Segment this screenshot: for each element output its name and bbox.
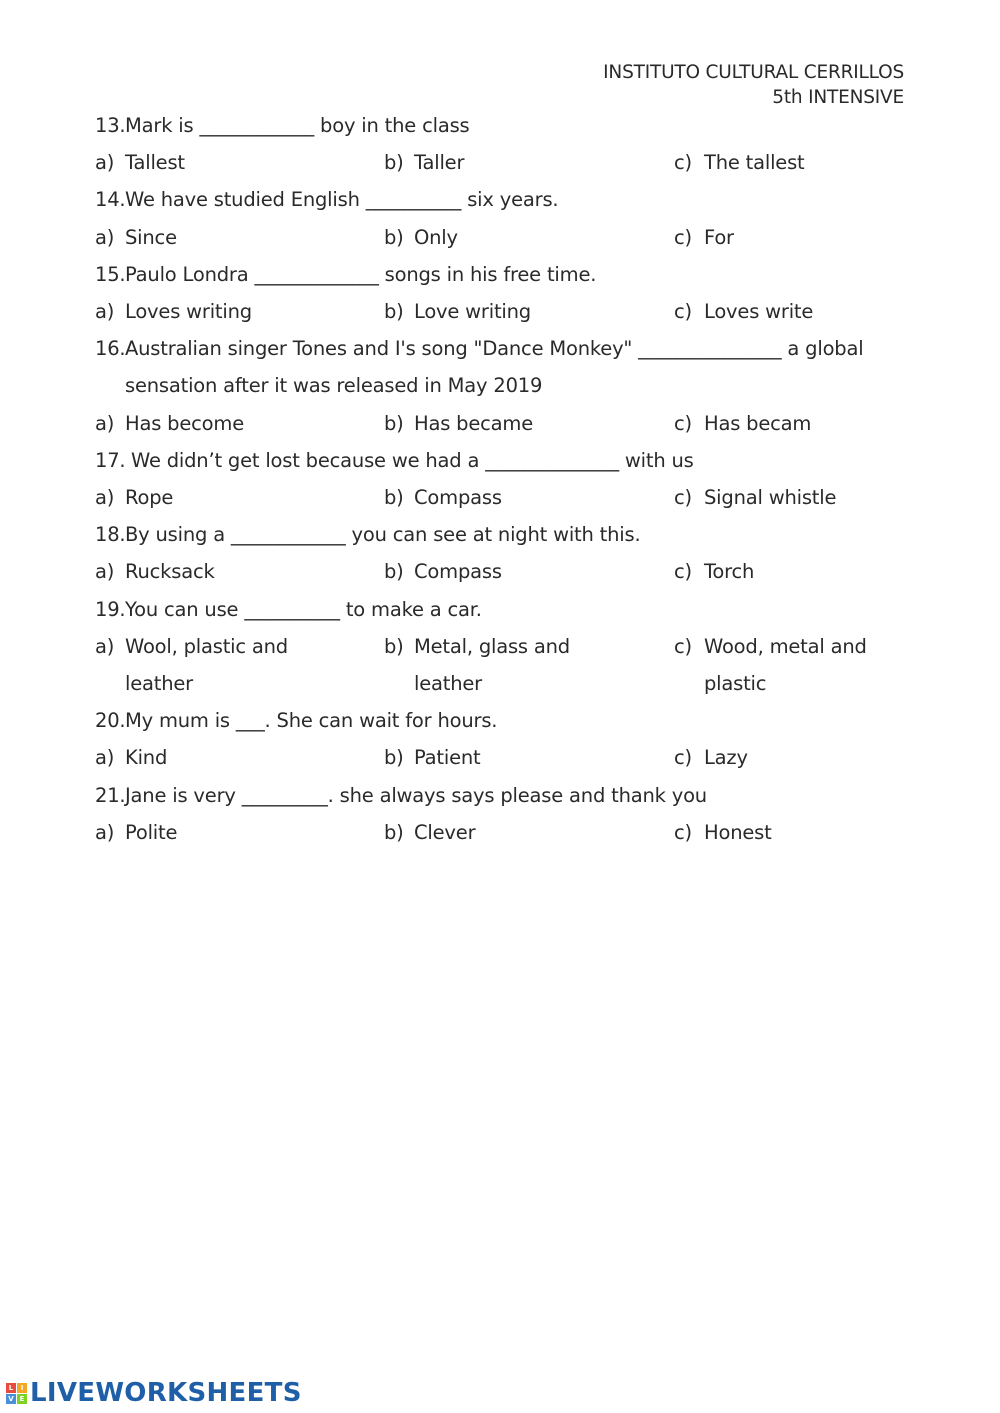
option-letter: a) xyxy=(95,746,115,770)
question-13 xyxy=(95,107,915,144)
option-text: Love writing xyxy=(414,299,531,323)
option-17-b[interactable] xyxy=(384,479,644,516)
option-text: Only xyxy=(414,225,458,249)
option-text: Rope xyxy=(125,485,174,509)
option-13-c[interactable] xyxy=(674,144,914,181)
option-text: Polite xyxy=(125,820,178,844)
option-21-c[interactable] xyxy=(674,814,914,851)
options-13 xyxy=(95,144,915,181)
question-number: 17. xyxy=(95,448,126,472)
question-text: Mark is ____________ boy in the class xyxy=(125,114,470,137)
option-13-a[interactable] xyxy=(95,144,355,181)
option-text: Loves write xyxy=(704,299,814,323)
option-letter: c) xyxy=(674,820,692,844)
option-20-a[interactable] xyxy=(95,739,355,776)
question-text: Paulo Londra _____________ songs in his free time. xyxy=(125,262,597,286)
option-18-a[interactable] xyxy=(95,553,355,590)
question-20 xyxy=(95,702,915,739)
option-letter: a) xyxy=(95,560,115,584)
options-18 xyxy=(95,553,915,590)
options-17 xyxy=(95,479,915,516)
option-text: Has become xyxy=(125,411,244,435)
option-letter: b) xyxy=(384,151,404,175)
logo-block: L xyxy=(6,1383,16,1393)
option-text: Signal whistle xyxy=(704,485,837,509)
options-15 xyxy=(95,293,915,330)
option-16-c[interactable] xyxy=(674,405,914,442)
question-18 xyxy=(95,516,915,553)
header xyxy=(603,60,904,110)
option-text: Loves writing xyxy=(125,299,252,323)
option-text: Wool, plastic and leather xyxy=(125,634,288,695)
option-letter: a) xyxy=(95,411,115,435)
option-19-c[interactable] xyxy=(674,628,894,702)
course-name: 5th INTENSIVE xyxy=(772,87,904,108)
option-13-b[interactable] xyxy=(384,144,644,181)
option-letter: a) xyxy=(95,820,115,844)
option-letter: b) xyxy=(384,634,404,658)
option-text: For xyxy=(704,225,734,249)
question-17 xyxy=(95,442,915,479)
option-letter: b) xyxy=(384,411,404,435)
option-letter: a) xyxy=(95,225,115,249)
option-18-b[interactable] xyxy=(384,553,644,590)
logo-text: LIVEWORKSHEETS xyxy=(30,1378,302,1408)
option-text: Metal, glass and leather xyxy=(414,634,570,695)
option-text: Patient xyxy=(414,746,481,770)
option-letter: a) xyxy=(95,485,115,509)
option-letter: a) xyxy=(95,299,115,323)
option-19-a[interactable] xyxy=(95,628,315,702)
question-text: By using a ____________ you can see at night with this. xyxy=(125,523,641,547)
school-name: INSTITUTO CULTURAL CERRILLOS xyxy=(603,62,904,83)
option-text: Rucksack xyxy=(125,560,215,584)
option-letter: b) xyxy=(384,299,404,323)
options-20 xyxy=(95,739,915,776)
question-21 xyxy=(95,777,915,814)
question-number: 16. xyxy=(95,337,126,361)
logo-block: I xyxy=(17,1383,27,1393)
option-text: Taller xyxy=(414,151,465,175)
option-17-c[interactable] xyxy=(674,479,914,516)
option-text: Torch xyxy=(704,560,755,584)
question-text: My mum is ___. She can wait for hours. xyxy=(125,709,498,733)
option-text: Compass xyxy=(414,485,502,509)
logo-block: E xyxy=(17,1394,27,1404)
question-text: Australian singer Tones and I's song "Dance Monkey" _______________ a global sensation after it was released in May 2019 xyxy=(125,337,870,398)
option-letter: c) xyxy=(674,485,692,509)
option-text: Tallest xyxy=(125,151,185,175)
question-16 xyxy=(95,330,915,404)
option-letter: c) xyxy=(674,411,692,435)
option-text: Has becam xyxy=(704,411,812,435)
logo-block: V xyxy=(6,1394,16,1404)
options-21 xyxy=(95,814,915,851)
option-text: The tallest xyxy=(704,151,805,175)
option-text: Wood, metal and plastic xyxy=(704,634,867,695)
option-letter: a) xyxy=(95,634,115,658)
option-21-b[interactable] xyxy=(384,814,644,851)
option-text: Lazy xyxy=(704,746,748,770)
question-text: We didn’t get lost because we had a ______________ with us xyxy=(125,448,694,472)
option-text: Clever xyxy=(414,820,476,844)
option-14-c[interactable] xyxy=(674,219,914,256)
option-letter: b) xyxy=(384,560,404,584)
option-text: Compass xyxy=(414,560,502,584)
logo-blocks-icon xyxy=(6,1383,27,1404)
option-letter: c) xyxy=(674,151,692,175)
option-17-a[interactable] xyxy=(95,479,355,516)
option-19-b[interactable] xyxy=(384,628,604,702)
option-16-b[interactable] xyxy=(384,405,644,442)
options-16 xyxy=(95,405,915,442)
question-15 xyxy=(95,256,915,293)
question-number: 15. xyxy=(95,262,126,286)
option-letter: b) xyxy=(384,746,404,770)
question-number: 18. xyxy=(95,523,126,547)
question-number: 21. xyxy=(95,783,126,807)
option-20-b[interactable] xyxy=(384,739,644,776)
option-letter: b) xyxy=(384,820,404,844)
option-text: Has became xyxy=(414,411,534,435)
question-number: 13. xyxy=(95,114,126,137)
question-text: Jane is very _________. she always says please and thank you xyxy=(125,783,707,807)
option-15-c[interactable] xyxy=(674,293,914,330)
option-text: Since xyxy=(125,225,177,249)
option-letter: c) xyxy=(674,225,692,249)
option-letter: c) xyxy=(674,560,692,584)
option-letter: c) xyxy=(674,746,692,770)
option-21-a[interactable] xyxy=(95,814,355,851)
option-18-c[interactable] xyxy=(674,553,914,590)
quiz xyxy=(95,107,915,851)
question-19 xyxy=(95,591,915,628)
option-text: Kind xyxy=(125,746,168,770)
option-letter: b) xyxy=(384,225,404,249)
options-14 xyxy=(95,219,915,256)
option-letter: b) xyxy=(384,485,404,509)
option-16-a[interactable] xyxy=(95,405,355,442)
option-letter: c) xyxy=(674,299,692,323)
question-text: You can use __________ to make a car. xyxy=(125,597,482,621)
option-20-c[interactable] xyxy=(674,739,914,776)
liveworksheets-logo xyxy=(6,1379,302,1407)
option-15-a[interactable] xyxy=(95,293,355,330)
option-15-b[interactable] xyxy=(384,293,644,330)
option-14-b[interactable] xyxy=(384,219,644,256)
question-14 xyxy=(95,181,915,218)
question-number: 20. xyxy=(95,709,126,733)
option-letter: a) xyxy=(95,151,115,175)
option-14-a[interactable] xyxy=(95,219,355,256)
option-text: Honest xyxy=(704,820,772,844)
question-number: 19. xyxy=(95,597,126,621)
option-letter: c) xyxy=(674,634,692,658)
options-19 xyxy=(95,628,915,702)
question-text: We have studied English __________ six years. xyxy=(125,188,559,212)
question-number: 14. xyxy=(95,188,126,212)
